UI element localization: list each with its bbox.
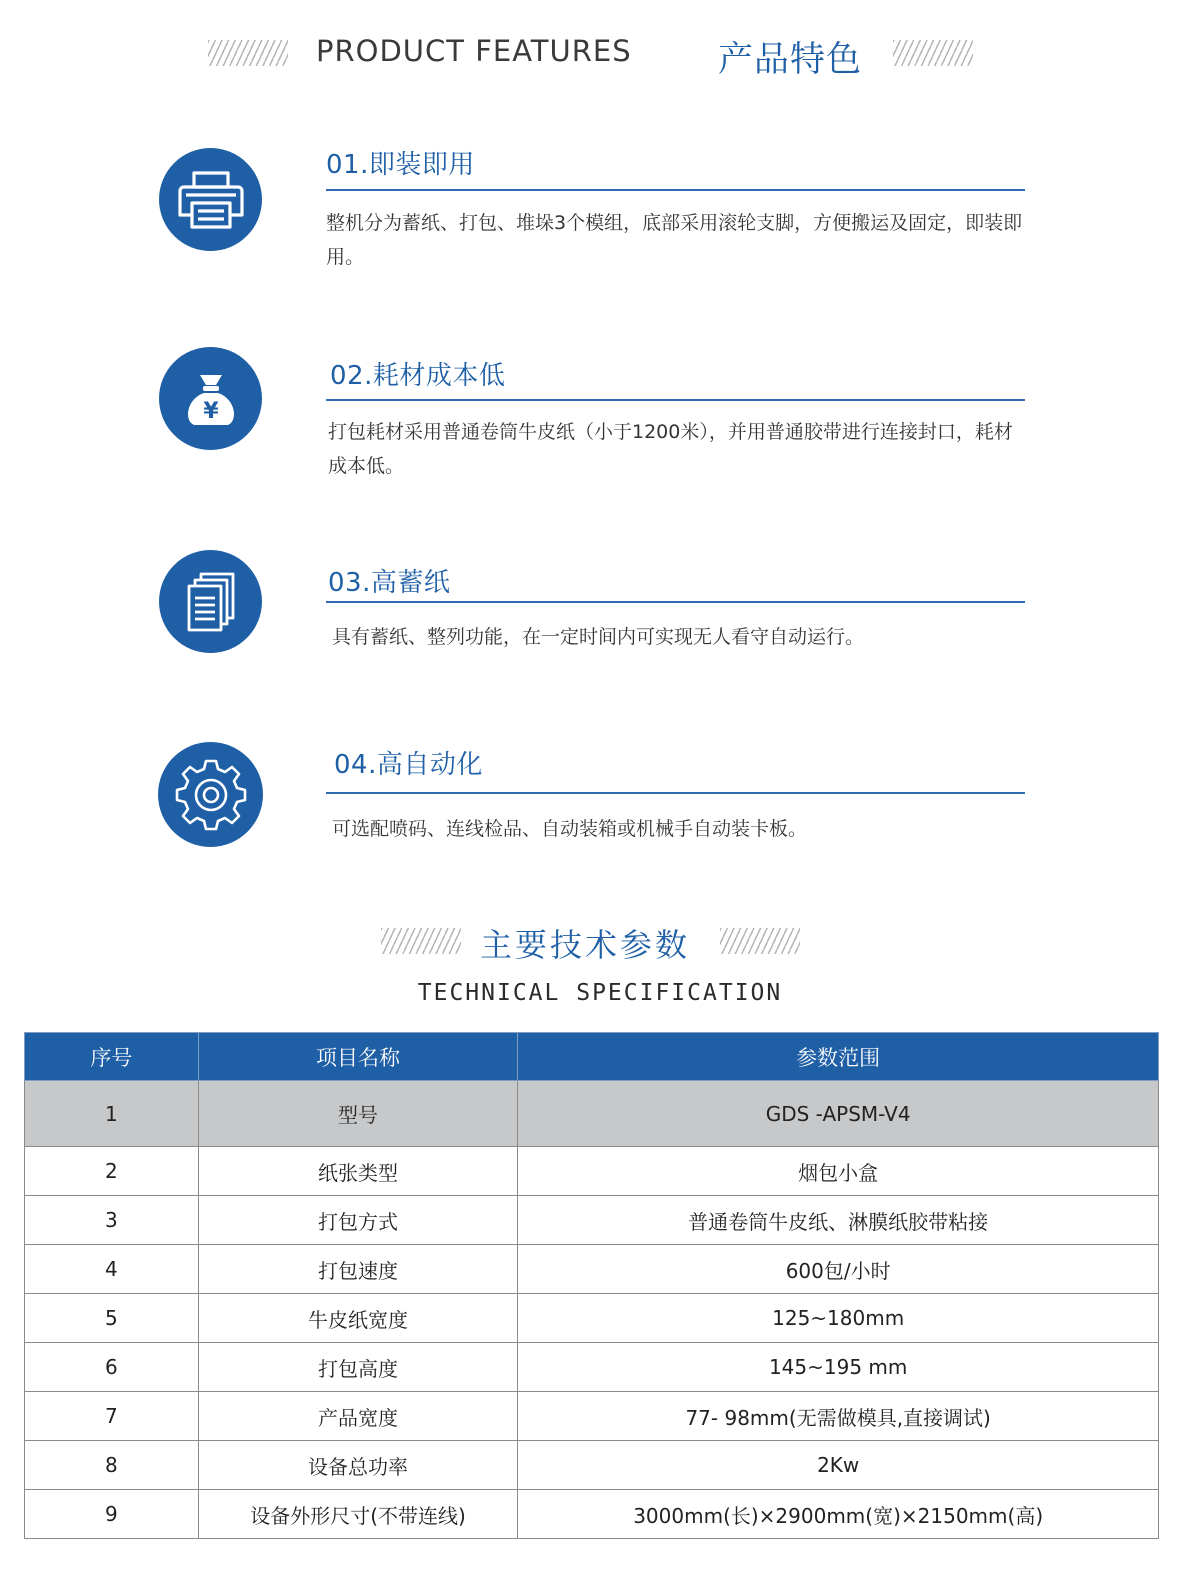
feature-item-4 xyxy=(0,742,1200,902)
table-row xyxy=(25,1343,1159,1392)
table-cell: 5 xyxy=(25,1294,199,1343)
decorative-hatch-right xyxy=(720,928,800,954)
column-header-index: 序号 xyxy=(25,1033,199,1081)
feature-title: 04.高自动化 xyxy=(334,750,483,780)
table-cell: 2 xyxy=(25,1147,199,1196)
table-cell: 普通卷筒牛皮纸、淋膜纸胶带粘接 xyxy=(518,1196,1159,1245)
table-cell: 7 xyxy=(25,1392,199,1441)
table-cell: 6 xyxy=(25,1343,199,1392)
table-cell: 打包高度 xyxy=(198,1343,518,1392)
table-cell: 牛皮纸宽度 xyxy=(198,1294,518,1343)
column-header-value: 参数范围 xyxy=(518,1033,1159,1081)
feature-divider xyxy=(326,792,1025,794)
feature-title: 02.耗材成本低 xyxy=(330,361,506,391)
spec-header-cn: 主要技术参数 xyxy=(480,926,691,964)
spec-header-en: TECHNICAL SPECIFICATION xyxy=(417,980,783,1006)
table-cell: 600包/小时 xyxy=(518,1245,1159,1294)
table-row xyxy=(25,1294,1159,1343)
table-cell: 1 xyxy=(25,1081,199,1147)
table-row xyxy=(25,1245,1159,1294)
decorative-hatch-left xyxy=(208,40,288,66)
money-bag-icon xyxy=(159,347,262,450)
features-header-en: PRODUCT FEATURES xyxy=(316,34,632,68)
feature-description: 打包耗材采用普通卷筒牛皮纸（小于1200米），并用普通胶带进行连接封口，耗材成本低。 xyxy=(328,421,1013,477)
table-row xyxy=(25,1490,1159,1539)
feature-title: 03.高蓄纸 xyxy=(328,568,451,598)
decorative-hatch-left xyxy=(381,928,461,954)
table-cell: 打包方式 xyxy=(198,1196,518,1245)
spec-table xyxy=(24,1032,1159,1539)
printer-icon xyxy=(159,148,262,251)
feature-title: 01.即装即用 xyxy=(326,150,475,180)
table-cell: 设备总功率 xyxy=(198,1441,518,1490)
yen-symbol: ¥ xyxy=(202,398,219,424)
table-cell: GDS -APSM-V4 xyxy=(518,1081,1159,1147)
table-header-row xyxy=(25,1033,1159,1081)
feature-item-1 xyxy=(0,140,1200,300)
table-cell: 产品宽度 xyxy=(198,1392,518,1441)
table-cell: 纸张类型 xyxy=(198,1147,518,1196)
feature-item-3 xyxy=(0,550,1200,710)
column-header-item: 项目名称 xyxy=(198,1033,518,1081)
table-row xyxy=(25,1392,1159,1441)
table-row xyxy=(25,1147,1159,1196)
feature-divider xyxy=(326,601,1025,603)
table-cell: 9 xyxy=(25,1490,199,1539)
table-cell: 125~180mm xyxy=(518,1294,1159,1343)
table-cell: 3000mm(长)×2900mm(宽)×2150mm(高) xyxy=(518,1490,1159,1539)
table-cell: 4 xyxy=(25,1245,199,1294)
feature-divider xyxy=(326,399,1025,401)
table-row xyxy=(25,1081,1159,1147)
table-cell: 设备外形尺寸(不带连线) xyxy=(198,1490,518,1539)
table-cell: 2Kw xyxy=(518,1441,1159,1490)
feature-item-2 xyxy=(0,345,1200,505)
document-stack-icon xyxy=(159,550,262,653)
table-cell: 145~195 mm xyxy=(518,1343,1159,1392)
table-cell: 3 xyxy=(25,1196,199,1245)
table-cell: 打包速度 xyxy=(198,1245,518,1294)
gear-icon xyxy=(158,742,263,847)
table-cell: 77- 98mm(无需做模具,直接调试) xyxy=(518,1392,1159,1441)
table-row xyxy=(25,1441,1159,1490)
feature-description: 具有蓄纸、整列功能，在一定时间内可实现无人看守自动运行。 xyxy=(332,626,865,648)
decorative-hatch-right xyxy=(893,40,973,66)
table-cell: 8 xyxy=(25,1441,199,1490)
table-row xyxy=(25,1196,1159,1245)
table-cell: 烟包小盒 xyxy=(518,1147,1159,1196)
feature-description: 可选配喷码、连线检品、自动装箱或机械手自动装卡板。 xyxy=(332,818,808,840)
feature-divider xyxy=(326,189,1025,191)
table-cell: 型号 xyxy=(198,1081,518,1147)
feature-description: 整机分为蓄纸、打包、堆垛3个模组，底部采用滚轮支脚，方便搬运及固定，即装即用。 xyxy=(326,212,1023,268)
features-header-cn: 产品特色 xyxy=(718,40,863,80)
